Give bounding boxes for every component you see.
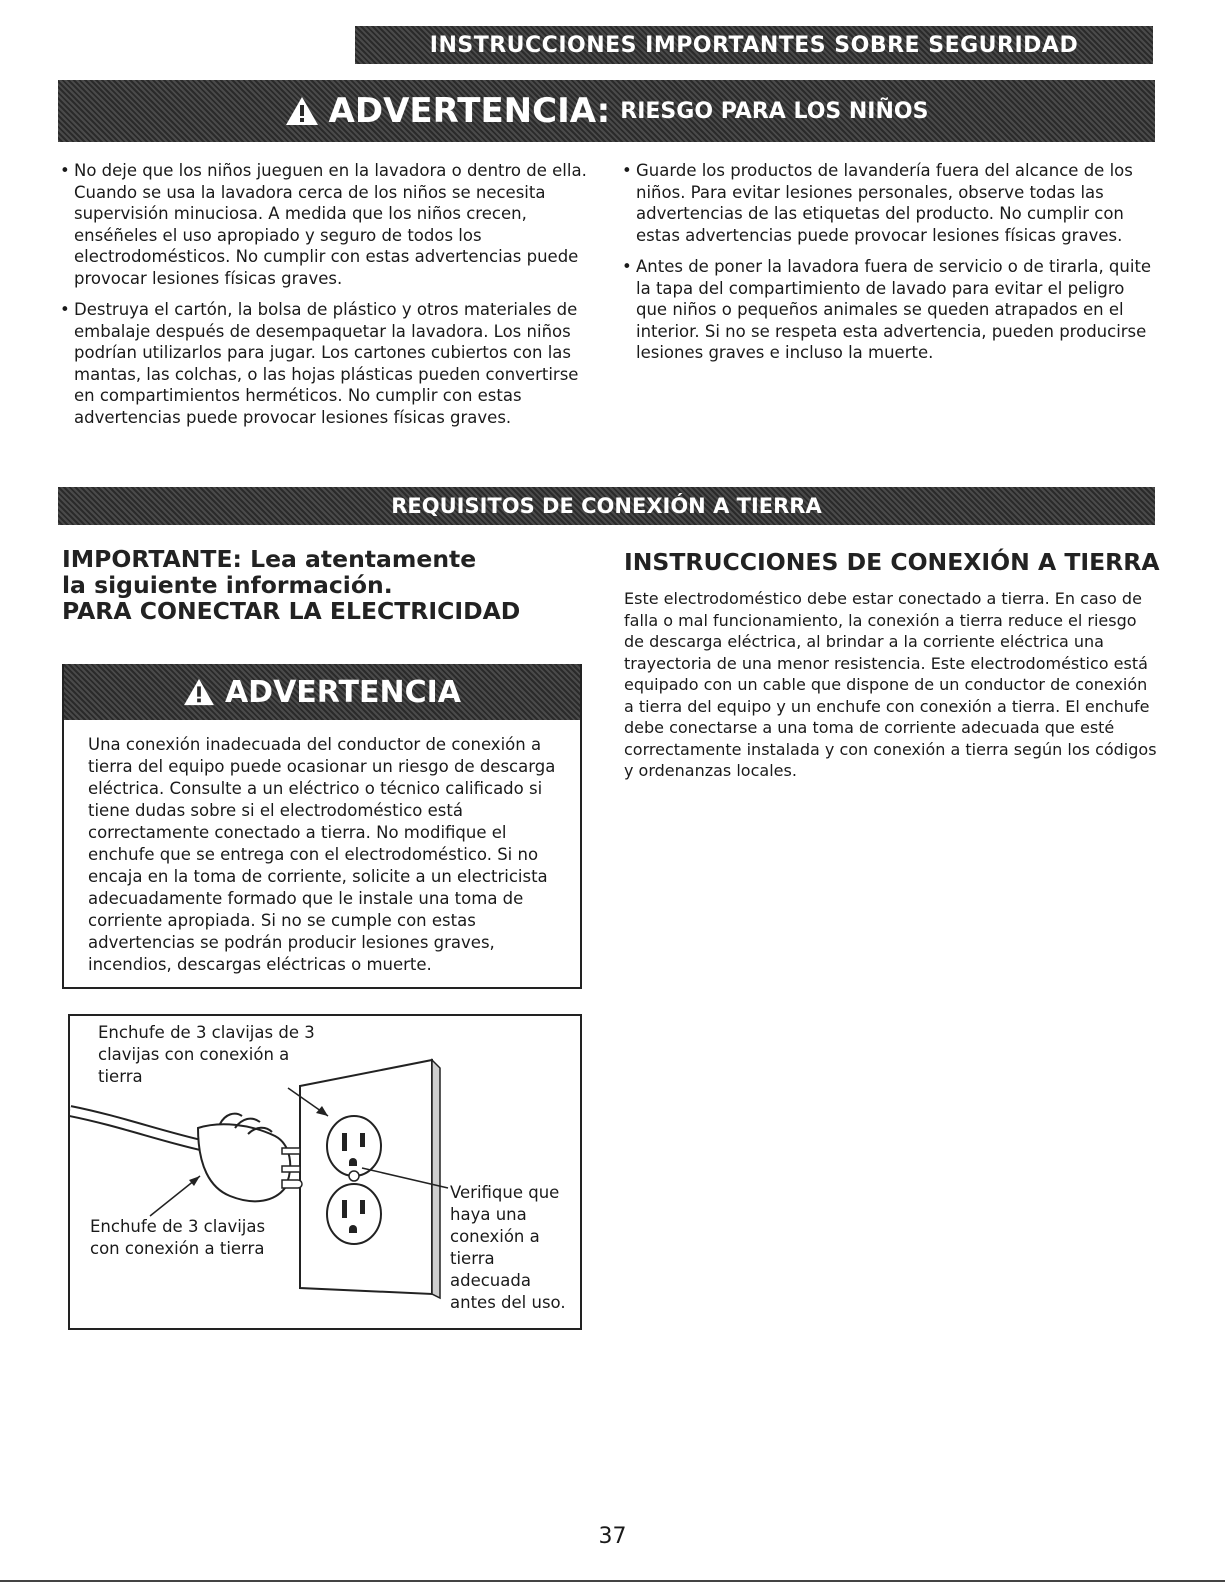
- children-warning-title: ADVERTENCIA:: [328, 91, 611, 131]
- section-title: INSTRUCCIONES IMPORTANTES SOBRE SEGURIDAD: [429, 32, 1079, 58]
- grounding-banner-title: REQUISITOS DE CONEXIÓN A TIERRA: [391, 494, 822, 518]
- section-title-banner: [355, 26, 1153, 64]
- check-ground-label: Verifique que haya una conexión a tierra adecuada antes del uso.: [450, 1183, 566, 1312]
- electrical-warning-title: ADVERTENCIA: [224, 674, 462, 710]
- plug-diagram: [68, 1014, 582, 1330]
- children-warning-list-left: [58, 160, 588, 438]
- children-warning-banner: [58, 80, 1155, 142]
- instructions-text: Este electrodoméstico debe estar conectado a tierra. En caso de falla o mal funcionamiento, la conexión a tierra reduce el riesgo de descarga eléctrica, al brindar a la corriente eléctrica una trayectoria de una menor resistencia. Este electrodoméstico está equipado con un cable que dispone de un conductor de conexión a tierra del equipo y un enchufe con conexión a tierra. El enchufe debe conectarse a una toma de corriente adecuada que esté correctamente instalada y con conexión a tierra según los códigos y ordenanzas locales.: [624, 589, 1157, 780]
- warning-triangle-icon: [285, 96, 319, 126]
- instructions-heading: INSTRUCCIONES DE CONEXIÓN A TIERRA: [624, 548, 1160, 576]
- outlet-label: Enchufe de 3 clavijas de 3 clavijas con conexión a tierra: [98, 1023, 315, 1086]
- important-heading: [62, 546, 602, 624]
- children-warning-list-right: [620, 160, 1155, 374]
- list-item: • No deje que los niños jueguen en la lavadora o dentro de ella. Cuando se usa la lavadora cerca de los niños se necesita supervisión minuciosa. A medida que los niños crecen, enséñeles el uso apropiado y seguro de todos los electrodomésticos. No cumplir con estas advertencias puede provocar lesiones físicas graves.: [58, 160, 588, 289]
- page-number: 37: [598, 1524, 627, 1549]
- important-line-2: la siguiente información.: [62, 571, 393, 599]
- electrical-warning-box: [62, 664, 582, 989]
- warning-triangle-icon: [183, 678, 215, 706]
- important-line-1: IMPORTANTE: Lea atentamente: [62, 545, 477, 573]
- bottom-rule: [0, 1580, 1225, 1582]
- important-line-3: PARA CONECTAR LA ELECTRICIDAD: [62, 597, 521, 625]
- electrical-warning-header: [64, 664, 580, 720]
- grounding-banner: [58, 487, 1155, 525]
- list-item: • Destruya el cartón, la bolsa de plástico y otros materiales de embalaje después de desempaquetar la lavadora. Los niños podrían utilizarlos para jugar. Los cartones cubiertos con las mantas, las colchas, o las hojas plásticas pueden convertirse en compartimientos herméticos. No cumplir con estas advertencias puede provocar lesiones físicas graves.: [58, 299, 588, 428]
- list-item: • Antes de poner la lavadora fuera de servicio o de tirarla, quite la tapa del compartimiento de lavado para evitar el peligro que niños o pequeños animales se queden atrapados en el interior. Si no se respeta esta advertencia, pueden producirse lesiones graves e incluso la muerte.: [620, 256, 1155, 364]
- list-item: • Guarde los productos de lavandería fuera del alcance de los niños. Para evitar lesiones personales, observe todas las advertencias de las etiquetas del producto. No cumplir con estas advertencias puede provocar lesiones físicas graves.: [620, 160, 1155, 246]
- children-warning-subtitle: RIESGO PARA LOS NIÑOS: [620, 98, 929, 124]
- electrical-warning-text: Una conexión inadecuada del conductor de conexión a tierra del equipo puede ocasionar un riesgo de descarga eléctrica. Consulte a un eléctrico o técnico calificado si tiene dudas sobre si el electrodoméstico está correctamente conectado a tierra. No modifique el enchufe que se entrega con el electrodoméstico. Si no encaja en la toma de corriente, solicite a un electricista adecuadamente formado que le instale una toma de corriente apropiada. Si no se cumple con estas advertencias se podrán producir lesiones graves, incendios, descargas eléctricas o muerte.: [88, 735, 556, 974]
- plug-label: Enchufe de 3 clavijas con conexión a tierra: [90, 1217, 266, 1258]
